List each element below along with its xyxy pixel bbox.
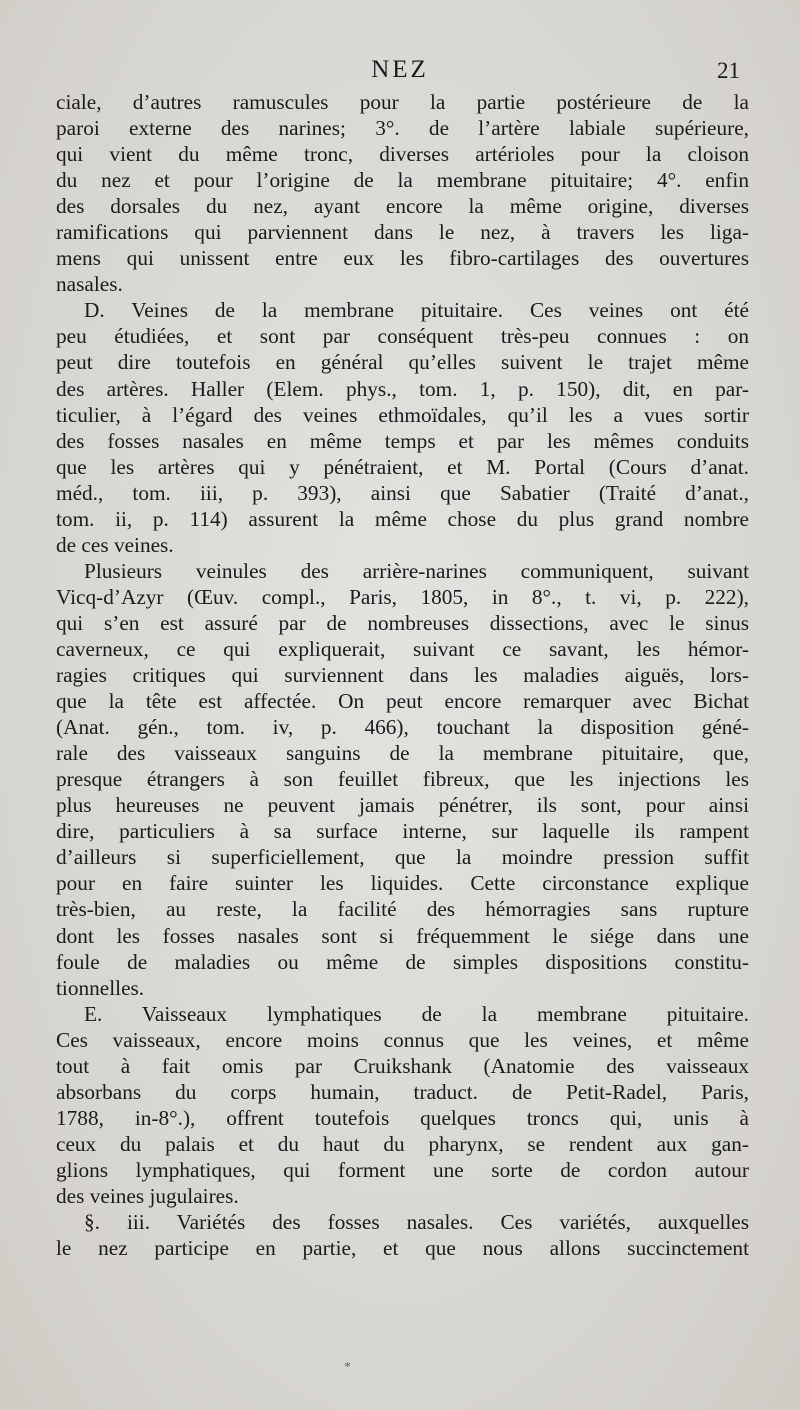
text-line: des artères. Haller (Elem. phys., tom. 1, p. 150), dit, en par- (56, 376, 749, 401)
text-line: glions lymphatiques, qui forment une sorte de cordon autour (56, 1157, 749, 1182)
text-line: très-bien, au reste, la facilité des hémorragies sans rupture (56, 897, 749, 922)
text-line: peut dire toutefois en général qu’elles suivent le trajet même (56, 350, 749, 375)
paragraph-first-line: Plusieurs veinules des arrière-narines communiquent, suivant (84, 558, 749, 583)
text-line: tom. ii, p. 114) assurent la même chose du plus grand nombre (56, 506, 749, 531)
text-line: qui s’en est assuré par de nombreuses dissections, avec le sinus (56, 610, 749, 635)
text-line: paroi externe des narines; 3°. de l’artère labiale supérieure, (56, 116, 749, 141)
text-line: dire, particuliers à sa surface interne, sur laquelle ils rampent (56, 819, 749, 844)
text-line: Ces vaisseaux, encore moins connus que les veines, et même (56, 1027, 749, 1052)
text-line: que les artères qui y pénétraient, et M. Portal (Cours d’anat. (56, 454, 749, 479)
text-line: foule de maladies ou même de simples dispositions constitu- (56, 949, 749, 974)
text-line: caverneux, ce qui expliquerait, suivant ce savant, les hémor- (56, 636, 749, 661)
text-line: tout à fait omis par Cruikshank (Anatomie des vaisseaux (56, 1053, 749, 1078)
running-head: NEZ (371, 56, 429, 83)
text-line: de ces veines. (56, 532, 174, 557)
section-heading-line: D. Veines de la membrane pituitaire. Ces veines ont été (84, 298, 749, 323)
section-heading-line: §. iii. Variétés des fosses nasales. Ces variétés, auxquelles (84, 1210, 749, 1235)
text-line: le nez participe en partie, et que nous allons succinctement (56, 1236, 749, 1261)
text-line: tionnelles. (56, 975, 145, 1000)
text-line: rale des vaisseaux sanguins de la membrane pituitaire, que, (56, 741, 749, 766)
text-line: 1788, in-8°.), offrent toutefois quelques troncs qui, unis à (56, 1105, 749, 1130)
text-line: mens qui unissent entre eux les fibro-cartilages des ouvertures (56, 246, 749, 271)
text-line: dont les fosses nasales sont si fréquemment le siége dans une (56, 923, 749, 948)
text-line: ragies critiques qui surviennent dans les maladies aiguës, lors- (56, 663, 749, 688)
text-line: absorbans du corps humain, traduct. de Petit-Radel, Paris, (56, 1079, 749, 1104)
text-line: des veines jugulaires. (56, 1183, 239, 1208)
text-line: presque étrangers à son feuillet fibreux, que les injections les (56, 767, 749, 792)
text-line: nasales. (56, 272, 123, 297)
text-line: (Anat. gén., tom. iv, p. 466), touchant la disposition géné- (56, 715, 749, 740)
text-line: méd., tom. iii, p. 393), ainsi que Sabatier (Traité d’anat., (56, 480, 749, 505)
section-heading-line: E. Vaisseaux lymphatiques de la membrane pituitaire. (84, 1001, 749, 1026)
text-line: peu étudiées, et sont par conséquent très-peu connues : on (56, 324, 749, 349)
footer-mark: * (344, 1360, 351, 1375)
text-line: du nez et pour l’origine de la membrane pituitaire; 4°. enfin (56, 168, 749, 193)
text-line: des dorsales du nez, ayant encore la même origine, diverses (56, 194, 749, 219)
text-line: ramifications qui parviennent dans le nez, à travers les liga- (56, 220, 749, 245)
text-line: plus heureuses ne peuvent jamais pénétrer, ils sont, pour ainsi (56, 793, 749, 818)
text-line: ticulier, à l’égard des veines ethmoïdales, qu’il les a vues sortir (56, 402, 749, 427)
text-line: des fosses nasales en même temps et par les mêmes conduits (56, 428, 749, 453)
text-line: d’ailleurs si superficiellement, que la moindre pression suffit (56, 845, 749, 870)
text-line: Vicq-d’Azyr (Œuv. compl., Paris, 1805, in 8°., t. vi, p. 222), (56, 584, 749, 609)
text-line: pour en faire suinter les liquides. Cette circonstance explique (56, 871, 749, 896)
body-text (56, 89, 749, 1261)
text-line: qui vient du même tronc, diverses artérioles pour la cloison (56, 142, 749, 167)
text-line: ciale, d’autres ramuscules pour la partie postérieure de la (56, 90, 749, 114)
text-line: ceux du palais et du haut du pharynx, se rendent aux gan- (56, 1131, 749, 1156)
page-number: 21 (717, 58, 740, 83)
text-line: que la tête est affectée. On peut encore remarquer avec Bichat (56, 689, 749, 714)
page-header (56, 56, 744, 90)
